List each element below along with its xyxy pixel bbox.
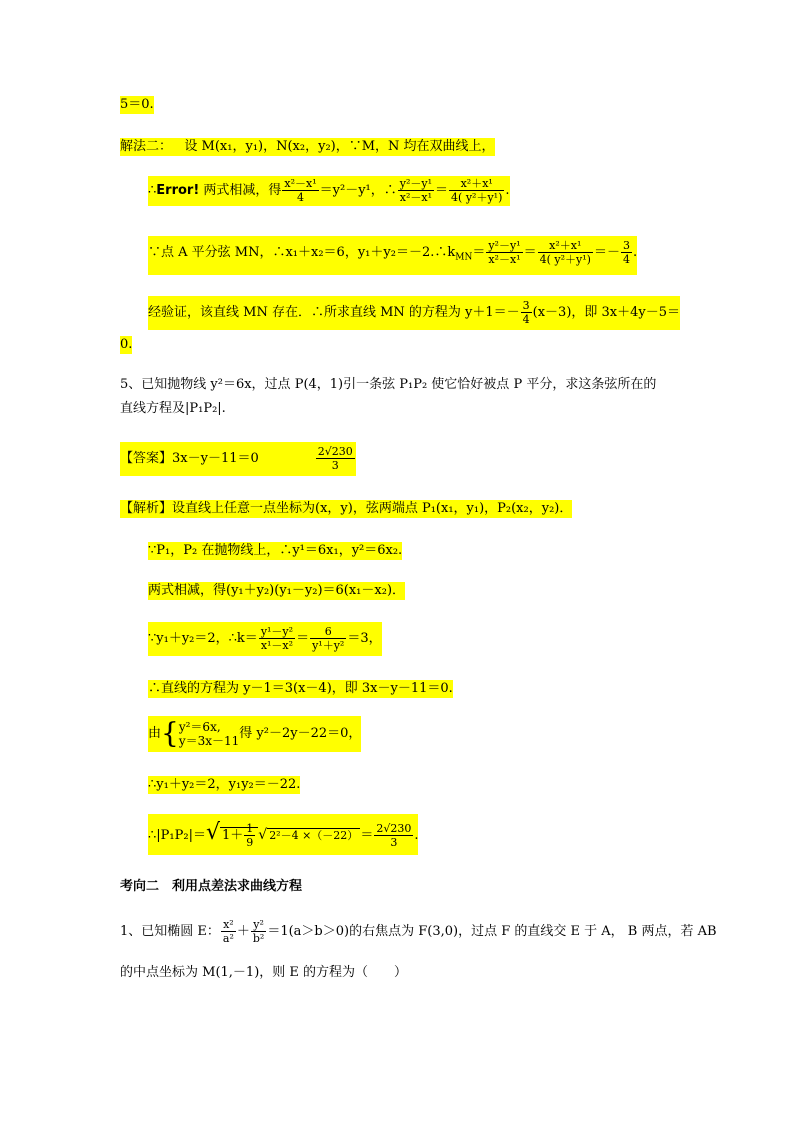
analysis-line: 【解析】设直线上任意一点坐标为(x，y)，弦两端点 P₁(x₁，y₁)，P₂(x₂，y₂)．	[120, 501, 573, 516]
analysis-line-7: ∴y₁＋y₂＝2，y₁y₂＝－22.	[148, 777, 301, 792]
question-5: 5、已知抛物线 y²＝6x，过点 P(4，1)引一条弦 P₁P₂ 使它恰好被点 P 平分，求这条弦所在的	[120, 377, 657, 392]
solution-two-line: 解法二： 设 M(x₁，y₁)，N(x₂，y₂)，∵M，N 均在双曲线上，	[120, 139, 495, 154]
analysis-line-8: ∴|P₁P₂|＝√ 1＋ $\frac{1}{9}$ √ 2²－4 ×（－22） ＝ $\frac{2√230}{3}$ .	[148, 814, 418, 855]
analysis-line-4: ∵y₁＋y₂＝2，∴k＝ $\frac{\text{y¹－y²}}{\text{x¹－x²}}$ ＝ $\frac{6}{\text{y¹＋y²}}$ ＝3，	[148, 622, 382, 656]
question-5-cont: 直线方程及|P₁P₂|.	[120, 401, 226, 416]
verify-line-cont: 0.	[120, 337, 133, 352]
section-heading: 考向二 利用点差法求曲线方程	[120, 879, 303, 894]
slope-line: ∵点 A 平分弦 MN，∴x₁＋x₂＝6，$y_1+y_2=-2.\therefore k_{MN}=$ $\frac{\text{y²－y¹}}{\text{x²－x¹}}$ ＝ $\frac{\text{x²＋x¹}}{\text{4( y²＋y¹)}}$ ＝－ $\frac{3}{4}$ .	[148, 236, 637, 275]
question-1-cont: 的中点坐标为 M(1,－1)，则 E 的方程为（ ）	[120, 965, 408, 980]
analysis-line-5: ∴直线的方程为 y－1＝3(x－4)，即 3x－y－11＝0.	[148, 681, 453, 696]
subtract-line: ∴Error! 两式相减，得 $\frac{\text{x²－x¹}}{4}$ ＝y²－y¹，∴ $\frac{\text{y²－y¹}}{\text{x²－x¹}}$ ＝ $\frac{\text{x²＋x¹}}{\text{4( y²＋y¹)}}$ .	[148, 177, 510, 204]
verify-line: 经验证，该直线 MN 存在．∴所求直线 MN 的方程为 y＋1＝－ $\frac{3}{4}$ (x－3)，即 3x＋4y－5＝	[148, 296, 680, 330]
question-1: 1、已知椭圆 E： $\frac{\text{x²}}{\text{a²}}$ ＋ $\frac{\text{y²}}{\text{b²}}$ ＝1(a＞b＞0)的右焦点为 F(3,0)，过点 F 的直线交 E 于 A， B 两点，若 AB	[120, 918, 717, 945]
line-1: 5＝0.	[120, 97, 154, 112]
analysis-line-6: 由{ y²＝6x, y＝3x－11 得 y²－2y－22＝0，	[148, 716, 361, 752]
analysis-line-3: 两式相减，得(y₁＋y₂)(y₁－y₂)＝6(x₁－x₂)．	[148, 583, 406, 598]
answer-line: 【答案】3x－y－11＝0 $\frac{2√230}{3}$	[120, 442, 356, 476]
analysis-line-2: ∵P₁，P₂ 在抛物线上，∴y¹＝6x₁，y²＝6x₂.	[148, 543, 403, 558]
